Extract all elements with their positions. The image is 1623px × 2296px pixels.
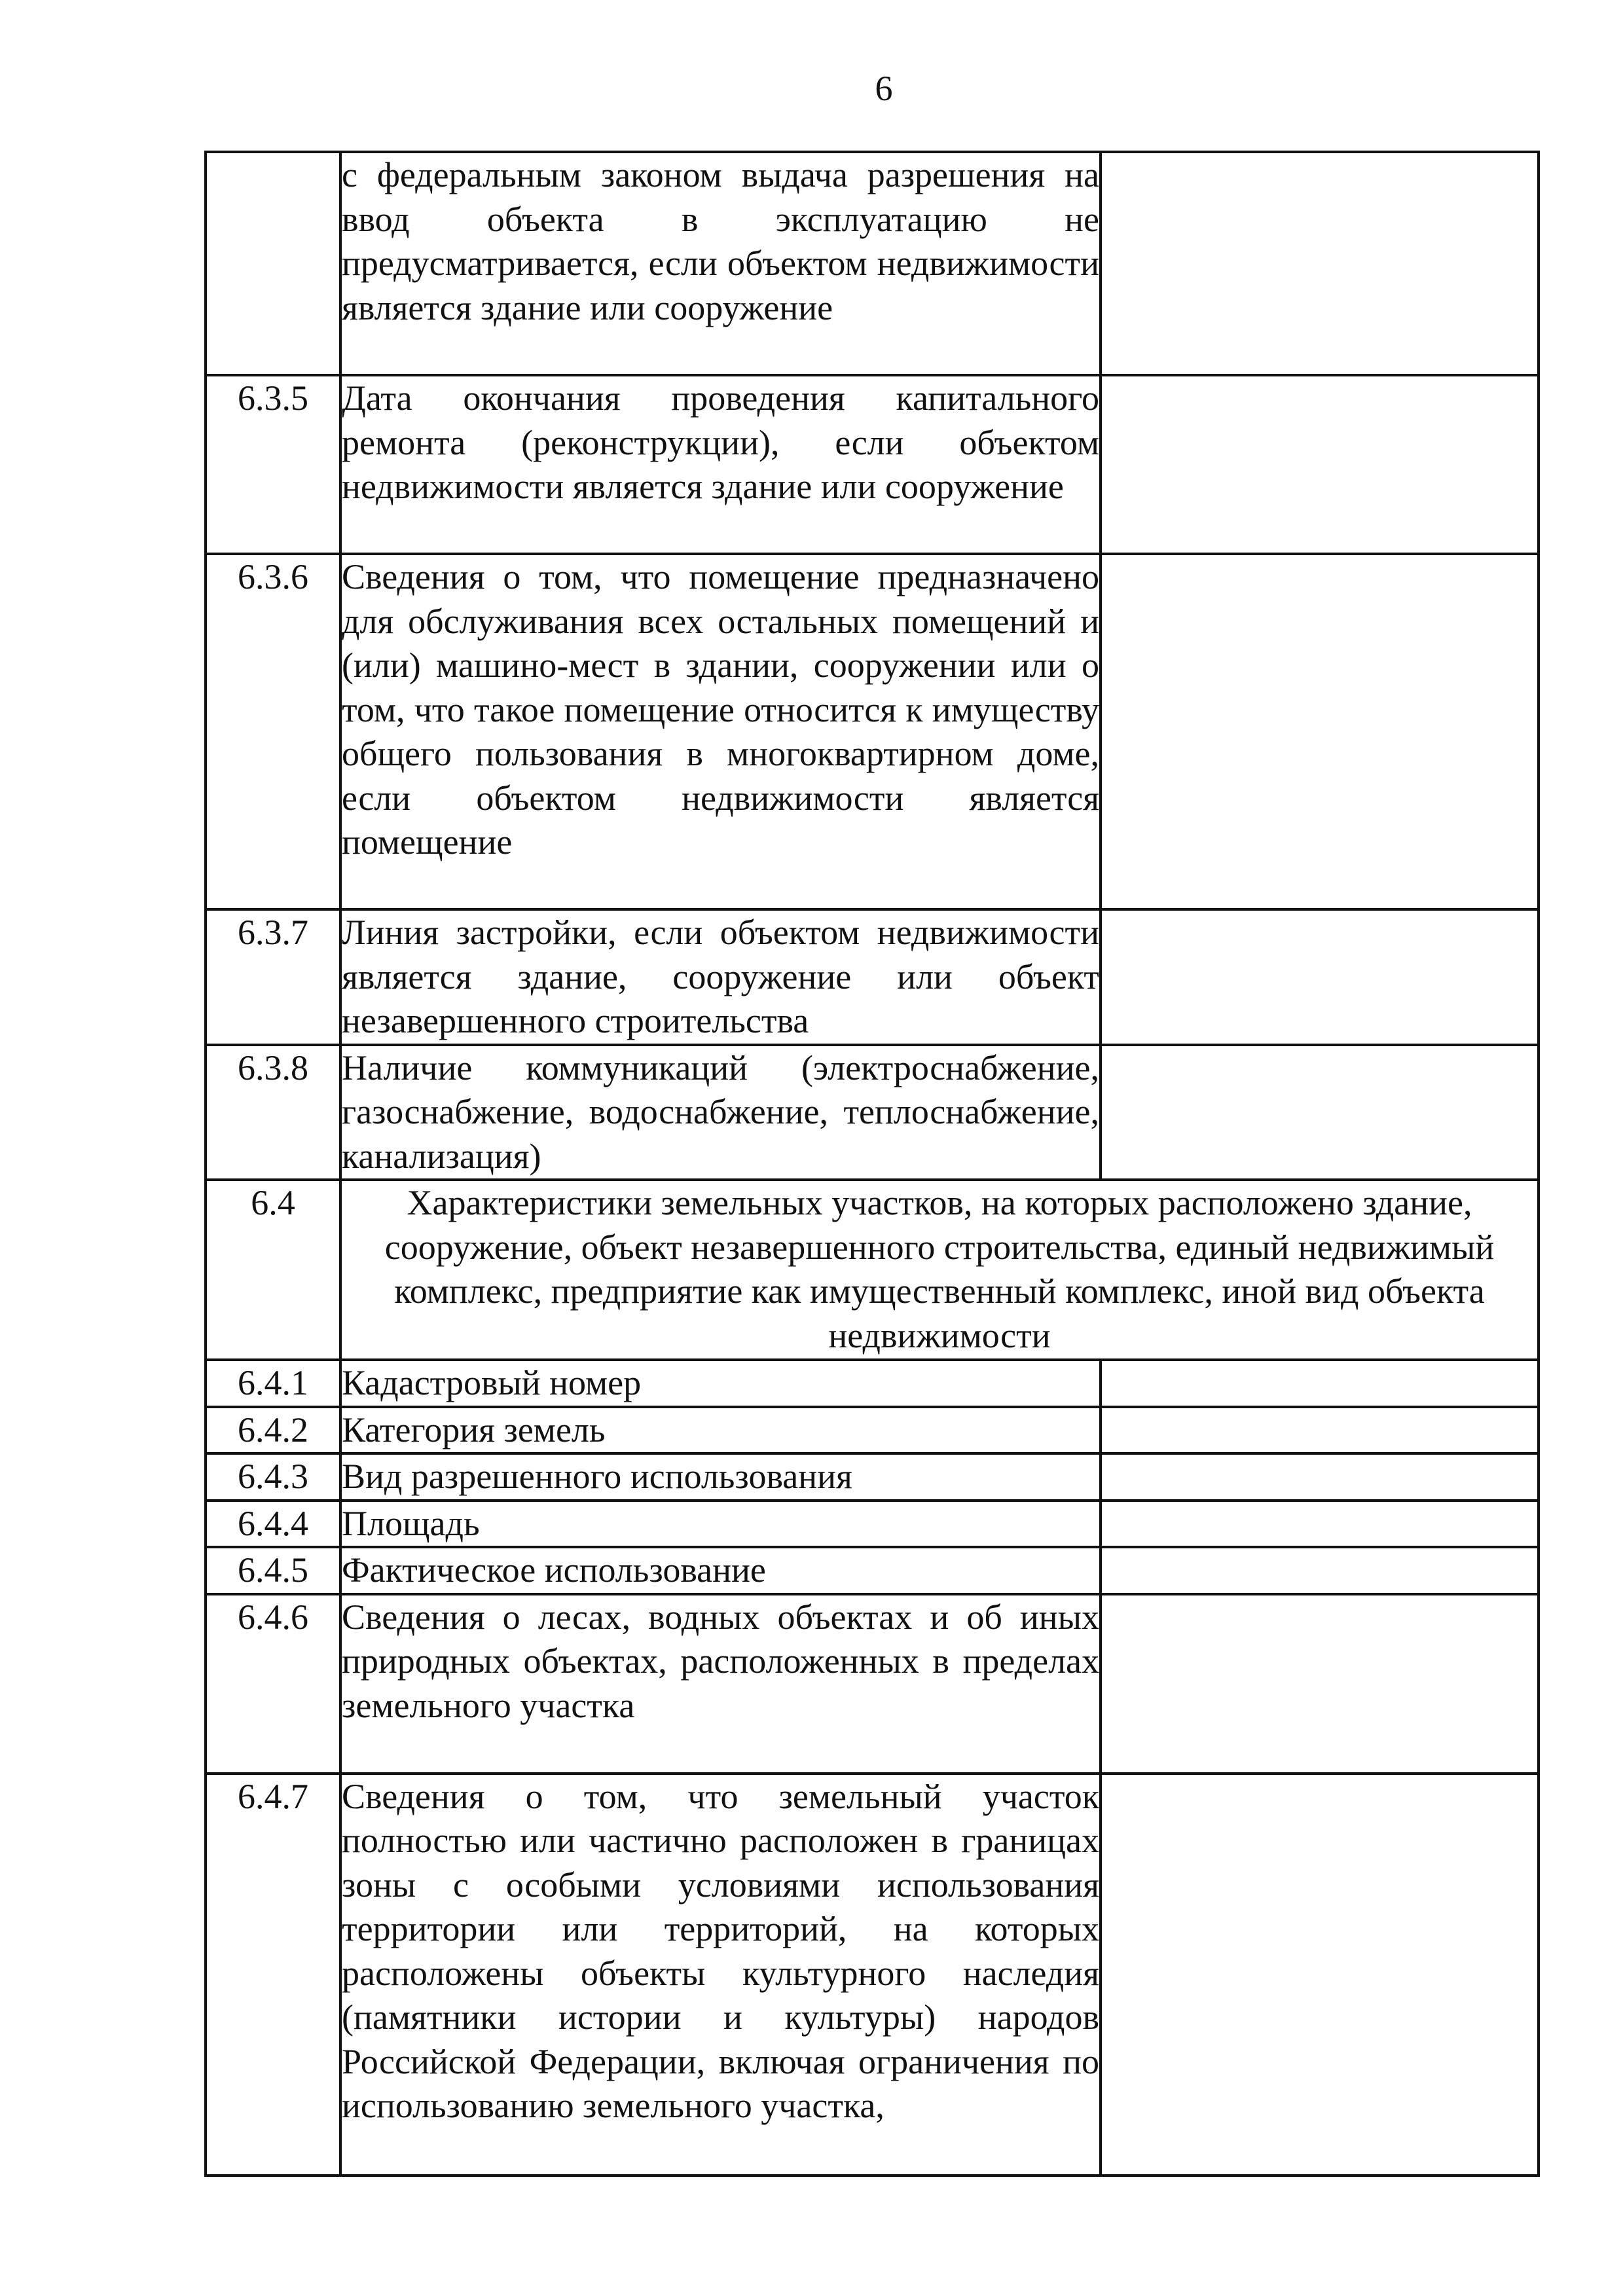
table-row-6-3-6 [206,554,1539,909]
row-value [1101,152,1539,375]
row-value [1101,1360,1539,1407]
row-value [1101,1407,1539,1454]
row-value [1101,1547,1539,1594]
row-description: Вид разрешенного использования [340,1453,1101,1501]
table-row-continuation [206,152,1539,375]
row-description: Сведения о том, что земельный участок полностью или частично расположен в границах зоны с особыми условиями использования территории или территорий, на которых расположены объекты культурного наследия (памятники истории и культуры) народов Российской Федерации, включая ограничения по использованию земельного участка, [340,1774,1101,2176]
table-row-6-4-4 [206,1501,1539,1548]
table-row-6-3-5 [206,375,1539,554]
row-value [1101,375,1539,554]
row-number: 6.4.3 [206,1453,340,1501]
table-row-6-3-7 [206,909,1539,1045]
row-description: Сведения о том, что помещение предназначено для обслуживания всех остальных помещений и (или) машино-мест в здании, сооружении или о том, что такое помещение относится к имуществу общего пользования в многоквартирном доме, если объектом недвижимости является помещение [340,554,1101,909]
page-number: 6 [875,69,893,108]
table-row-6-4-1 [206,1360,1539,1407]
table-row-6-4-5 [206,1547,1539,1594]
table-row-6-4-6 [206,1594,1539,1774]
row-number: 6.4.6 [206,1594,340,1774]
row-number: 6.4.5 [206,1547,340,1594]
row-description: Наличие коммуникаций (электроснабжение, газоснабжение, водоснабжение, теплоснабжение, канализация) [340,1045,1101,1180]
characteristics-table [204,151,1540,2177]
table-row-6-4-3 [206,1453,1539,1501]
table-row-6-4-2 [206,1407,1539,1454]
row-description: Площадь [340,1501,1101,1548]
section-number: 6.4 [206,1180,340,1360]
table-row-6-4-7 [206,1774,1539,2176]
row-number: 6.4.2 [206,1407,340,1454]
row-description: Категория земель [340,1407,1101,1454]
row-number: 6.3.8 [206,1045,340,1180]
row-number: 6.4.4 [206,1501,340,1548]
row-number: 6.3.6 [206,554,340,909]
row-description: Фактическое использование [340,1547,1101,1594]
row-number: 6.4.1 [206,1360,340,1407]
row-description: Дата окончания проведения капитального ремонта (реконструкции), если объектом недвижимости является здание или сооружение [340,375,1101,554]
row-description: Линия застройки, если объектом недвижимости является здание, сооружение или объект незавершенного строительства [340,909,1101,1045]
row-value [1101,554,1539,909]
row-value [1101,1594,1539,1774]
row-value [1101,1045,1539,1180]
row-description: Кадастровый номер [340,1360,1101,1407]
row-value [1101,1501,1539,1548]
row-description: Сведения о лесах, водных объектах и об иных природных объектах, расположенных в пределах земельного участка [340,1594,1101,1774]
table-row-6-3-8 [206,1045,1539,1180]
row-value [1101,1774,1539,2176]
row-value [1101,1453,1539,1501]
row-number [206,152,340,375]
row-value [1101,909,1539,1045]
row-number: 6.3.7 [206,909,340,1045]
section-heading: Характеристики земельных участков, на которых расположено здание, сооружение, объект незавершенного строительства, единый недвижимый комплекс, предприятие как имущественный комплекс, иной вид объекта недвижимости [340,1180,1539,1360]
table-row-6-4-section [206,1180,1539,1360]
row-description: с федеральным законом выдача разрешения на ввод объекта в эксплуатацию не предусматривается, если объектом недвижимости является здание или сооружение [340,152,1101,375]
row-number: 6.4.7 [206,1774,340,2176]
row-number: 6.3.5 [206,375,340,554]
